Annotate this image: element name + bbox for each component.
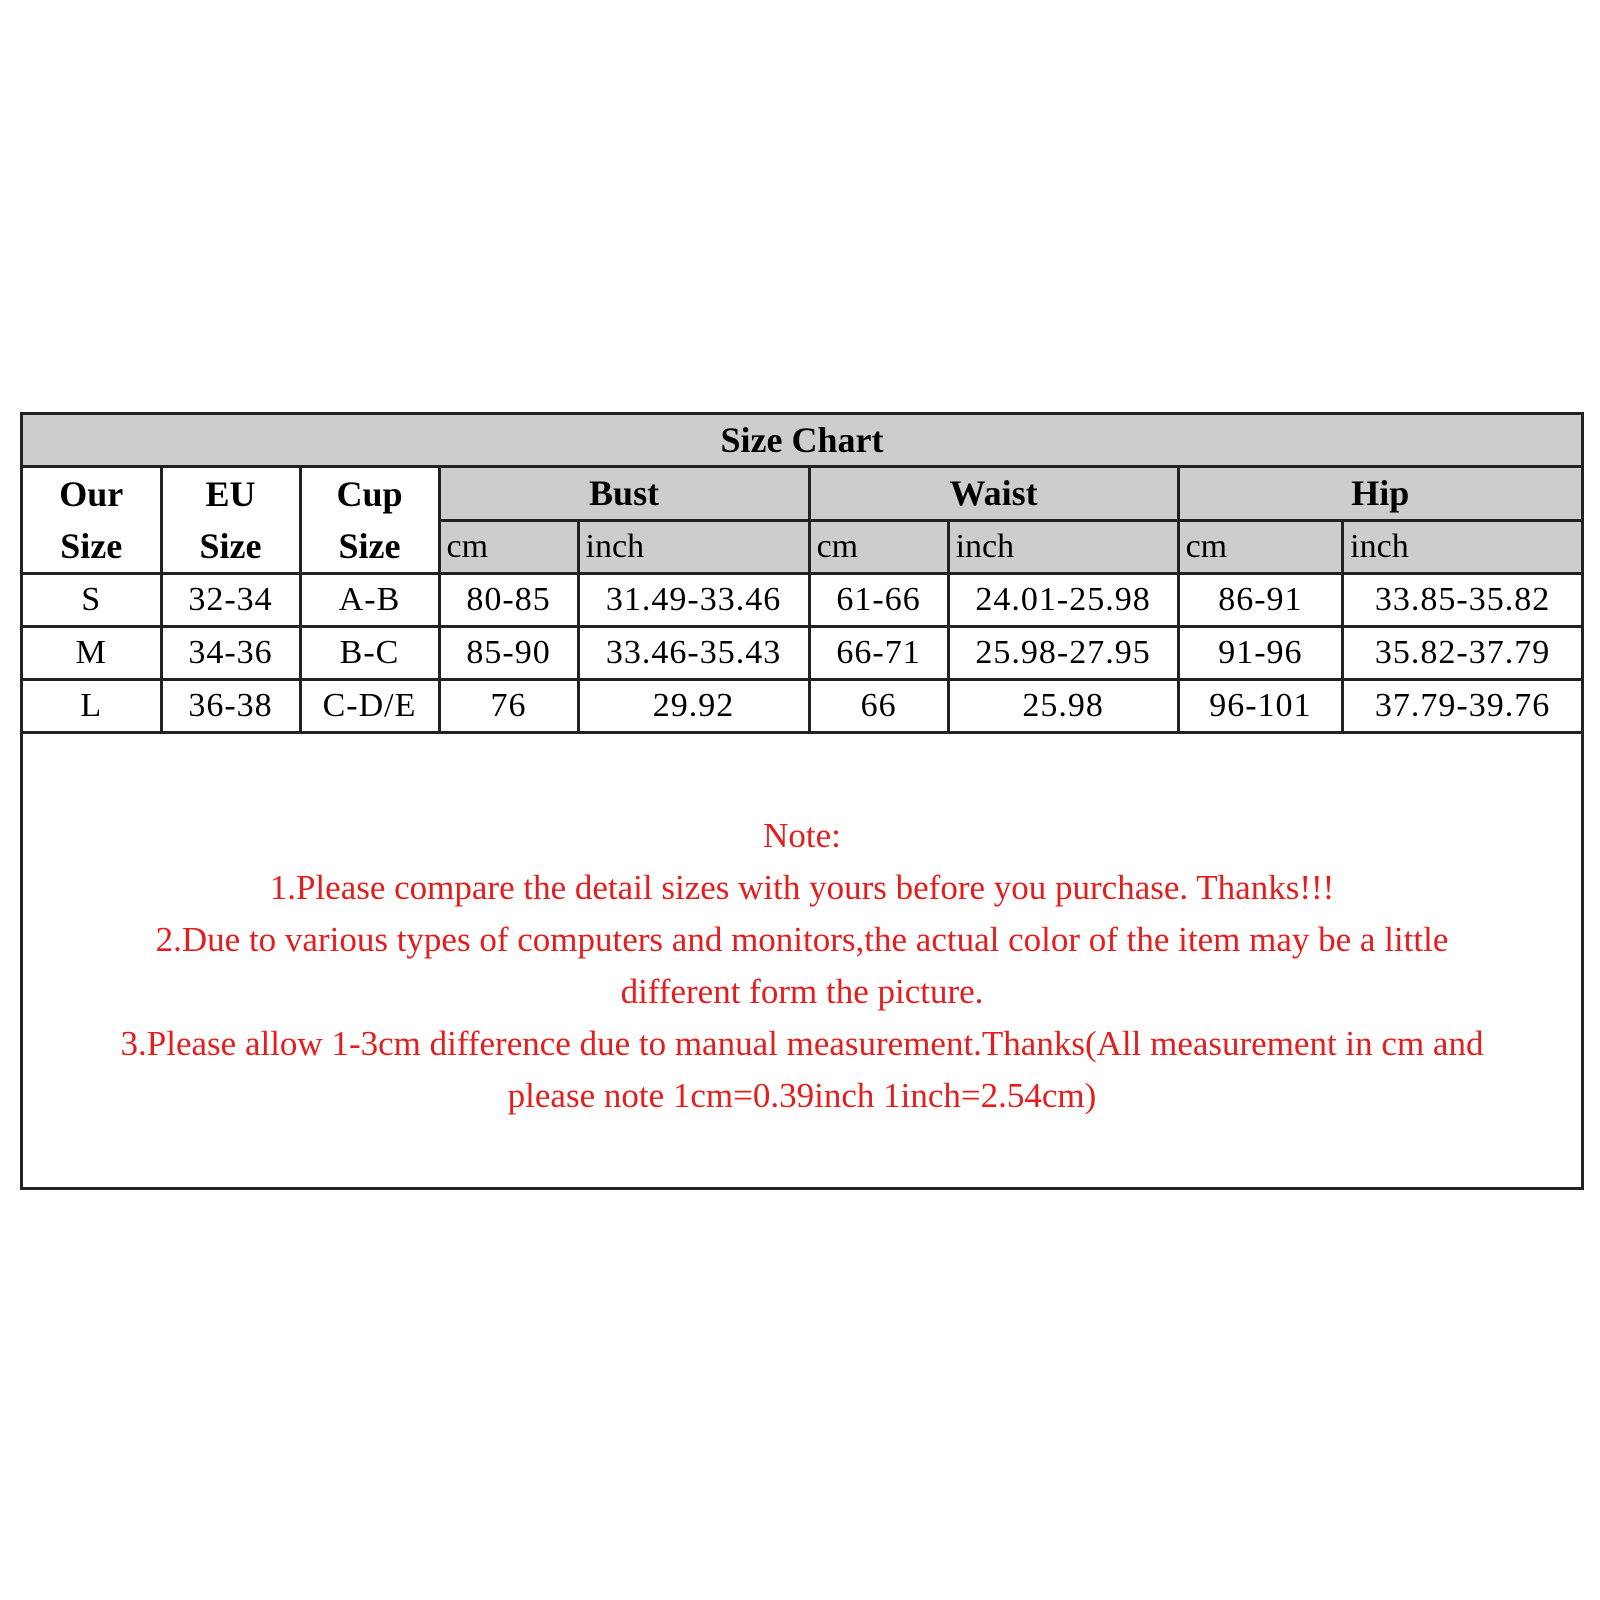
cell-bust-cm: 85-90 (439, 627, 578, 680)
table-row (23, 680, 1581, 733)
cell-eu-size: 34-36 (161, 627, 300, 680)
cell-cup-size: A-B (300, 574, 439, 627)
header-our-size (23, 467, 161, 574)
cell-waist-inch: 24.01-25.98 (948, 574, 1178, 627)
size-chart-table (23, 415, 1581, 734)
cell-waist-inch: 25.98 (948, 680, 1178, 733)
cell-hip-cm: 96-101 (1178, 680, 1343, 733)
note-line-2a: 2.Due to various types of computers and monitors,the actual color of the item may be a little (155, 920, 1449, 959)
cell-eu-size: 32-34 (161, 574, 300, 627)
cell-waist-cm: 66-71 (809, 627, 948, 680)
header-cup-size-line1: Cup (336, 474, 403, 514)
header-hip: Hip (1178, 467, 1581, 521)
note-heading: Note: (763, 816, 841, 855)
size-chart-sheet (20, 412, 1584, 1190)
header-waist: Waist (809, 467, 1178, 521)
cell-bust-inch: 29.92 (578, 680, 809, 733)
cell-bust-inch: 33.46-35.43 (578, 627, 809, 680)
table-row (23, 574, 1581, 627)
hip-unit-inch: inch (1343, 520, 1581, 574)
hip-unit-cm: cm (1178, 520, 1343, 574)
header-bust: Bust (439, 467, 809, 521)
header-eu-size (161, 467, 300, 574)
cell-waist-inch: 25.98-27.95 (948, 627, 1178, 680)
cell-waist-cm: 66 (809, 680, 948, 733)
header-cup-size (300, 467, 439, 574)
note-line-2b: different form the picture. (620, 972, 984, 1011)
cell-waist-cm: 61-66 (809, 574, 948, 627)
cell-our-size: M (23, 627, 161, 680)
cell-hip-inch: 33.85-35.82 (1343, 574, 1581, 627)
cell-our-size: L (23, 680, 161, 733)
waist-unit-cm: cm (809, 520, 948, 574)
note-line-3a: 3.Please allow 1-3cm difference due to manual measurement.Thanks(All measurement in cm and (120, 1024, 1484, 1063)
header-our-size-line1: Our (59, 474, 124, 514)
table-row (23, 627, 1581, 680)
header-cup-size-line2: Size (338, 526, 401, 566)
title-row (23, 415, 1581, 467)
bust-unit-cm: cm (439, 520, 578, 574)
cell-hip-cm: 91-96 (1178, 627, 1343, 680)
cell-bust-cm: 80-85 (439, 574, 578, 627)
cell-hip-inch: 35.82-37.79 (1343, 627, 1581, 680)
cell-bust-inch: 31.49-33.46 (578, 574, 809, 627)
cell-hip-cm: 86-91 (1178, 574, 1343, 627)
note-line-3b: please note 1cm=0.39inch 1inch=2.54cm) (507, 1076, 1097, 1115)
cell-bust-cm: 76 (439, 680, 578, 733)
waist-unit-inch: inch (948, 520, 1178, 574)
notes-section (23, 810, 1581, 1122)
header-eu-size-line2: Size (199, 526, 262, 566)
cell-eu-size: 36-38 (161, 680, 300, 733)
cell-cup-size: B-C (300, 627, 439, 680)
cell-hip-inch: 37.79-39.76 (1343, 680, 1581, 733)
note-line-1: 1.Please compare the detail sizes with yours before you purchase. Thanks!!! (269, 868, 1335, 907)
bust-unit-inch: inch (578, 520, 809, 574)
header-eu-size-line1: EU (205, 474, 256, 514)
cell-cup-size: C-D/E (300, 680, 439, 733)
header-row-groups (23, 467, 1581, 521)
table-title: Size Chart (23, 415, 1581, 467)
header-our-size-line2: Size (60, 526, 123, 566)
cell-our-size: S (23, 574, 161, 627)
